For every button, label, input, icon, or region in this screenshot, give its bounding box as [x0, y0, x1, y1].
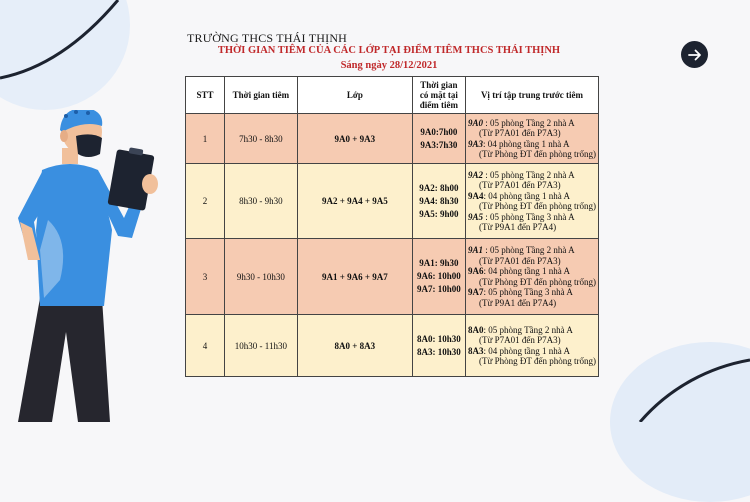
arrival-item: 9A2: 8h00: [419, 182, 459, 193]
cell-classes: 9A0 + 9A3: [297, 114, 412, 164]
table-row: [186, 315, 599, 377]
loc-class: 9A2: [468, 169, 484, 180]
cell-classes: 9A2 + 9A4 + 9A5: [297, 164, 412, 239]
cell-classes: 9A1 + 9A6 + 9A7: [297, 239, 412, 315]
cell-arrival: [412, 164, 465, 239]
header-time: Thời gian tiêm: [224, 77, 297, 114]
loc-text: (Từ Phòng ĐT đến phòng trống): [479, 201, 596, 211]
arrival-item: 9A6: 10h00: [417, 271, 461, 281]
nurse-illustration: [0, 110, 190, 422]
header-arrival-line: Thời gian: [420, 80, 458, 90]
cell-stt: 4: [186, 315, 225, 377]
loc-text: : 05 phòng Tầng 2 nhà A: [483, 169, 575, 180]
cell-location: [466, 239, 599, 315]
cell-time: 7h30 - 8h30: [224, 114, 297, 164]
cell-location: [466, 114, 599, 164]
loc-class: 9A5: [468, 211, 484, 222]
cell-location: [466, 315, 599, 377]
table-header-row: [186, 77, 599, 114]
header-arrival-line: có mặt tại: [419, 90, 458, 100]
page-title: THỜI GIAN TIÊM CỦA CÁC LỚP TẠI ĐIỂM TIÊM THCS THÁI THỊNH: [217, 45, 561, 56]
loc-text: : 05 phòng Tầng 2 nhà A: [483, 324, 573, 335]
loc-text: (Từ P9A1 đến P7A4): [479, 297, 557, 308]
loc-class: 9A0: [468, 117, 484, 128]
decor-curve-bottom-right: [600, 342, 750, 422]
arrival-item: 9A4: 8h30: [419, 195, 459, 206]
loc-text: (Từ P7A01 đến P7A3): [479, 128, 561, 138]
arrival-item: 9A0:7h00: [420, 126, 458, 137]
loc-class: 9A1: [468, 245, 484, 255]
table-row: [186, 164, 599, 239]
arrival-item: 9A3:7h30: [420, 139, 458, 150]
header-location: Vị trí tập trung trước tiêm: [466, 77, 599, 114]
cell-arrival: [412, 114, 465, 164]
vaccination-schedule-table: [185, 76, 599, 377]
cell-stt: 2: [186, 164, 225, 239]
loc-text: : 04 phòng tầng 1 nhà A: [483, 190, 570, 201]
loc-class: 9A7: [468, 287, 484, 297]
loc-class: 8A3: [468, 345, 484, 356]
cell-time: 8h30 - 9h30: [224, 164, 297, 239]
loc-text: : 05 phòng Tầng 3 nhà A: [483, 211, 575, 222]
arrow-right-icon: [688, 48, 702, 62]
loc-class: 9A3: [468, 138, 484, 149]
arrival-item: 9A7: 10h00: [417, 284, 461, 294]
cell-location: [466, 164, 599, 239]
cell-time: 9h30 - 10h30: [224, 239, 297, 315]
loc-text: (Từ P7A01 đến P7A3): [479, 255, 561, 266]
cell-stt: 3: [186, 239, 225, 315]
loc-class: 9A4: [468, 190, 484, 201]
header-arrival-line: điểm tiêm: [419, 100, 459, 110]
loc-text: (Từ Phòng ĐT đến phòng trống): [479, 149, 596, 159]
cell-stt: 1: [186, 114, 225, 164]
cell-arrival: [412, 315, 465, 377]
loc-text: (Từ Phòng ĐT đến phòng trống): [479, 276, 596, 287]
loc-text: (Từ P9A1 đến P7A4): [479, 222, 557, 232]
loc-text: (Từ P7A01 đến P7A3): [479, 335, 561, 345]
loc-text: : 04 phòng tầng 1 nhà A: [483, 266, 570, 276]
page-subtitle: Sáng ngày 28/12/2021: [340, 60, 438, 71]
arrival-item: 9A5: 9h00: [419, 208, 459, 219]
loc-text: : 05 phòng Tầng 2 nhà A: [483, 117, 575, 128]
loc-text: : 04 phòng tầng 1 nhà A: [483, 138, 570, 149]
loc-text: : 05 phòng Tầng 2 nhà A: [483, 245, 575, 255]
table-row: [186, 114, 599, 164]
next-slide-button[interactable]: [681, 41, 708, 68]
loc-text: (Từ P7A01 đến P7A3): [479, 180, 561, 190]
table-row: [186, 239, 599, 315]
cell-arrival: [412, 239, 465, 315]
cell-classes: 8A0 + 8A3: [297, 315, 412, 377]
loc-text: : 04 phòng tầng 1 nhà A: [483, 345, 570, 356]
school-name: TRƯỜNG THCS THÁI THỊNH: [187, 31, 348, 45]
header-class: Lớp: [297, 77, 412, 114]
loc-text: : 05 phòng Tầng 3 nhà A: [483, 287, 573, 297]
loc-class: 9A6: [468, 266, 484, 276]
loc-text: (Từ Phòng ĐT đến phòng trống): [479, 356, 596, 366]
loc-class: 8A0: [468, 324, 484, 335]
arrival-item: 8A3: 10h30: [417, 346, 461, 357]
decor-curve-top-left: [0, 0, 130, 90]
arrival-item: 8A0: 10h30: [417, 333, 461, 344]
header-arrival: [412, 77, 465, 114]
header-stt: STT: [186, 77, 225, 114]
arrival-item: 9A1: 9h30: [419, 258, 459, 268]
cell-time: 10h30 - 11h30: [224, 315, 297, 377]
